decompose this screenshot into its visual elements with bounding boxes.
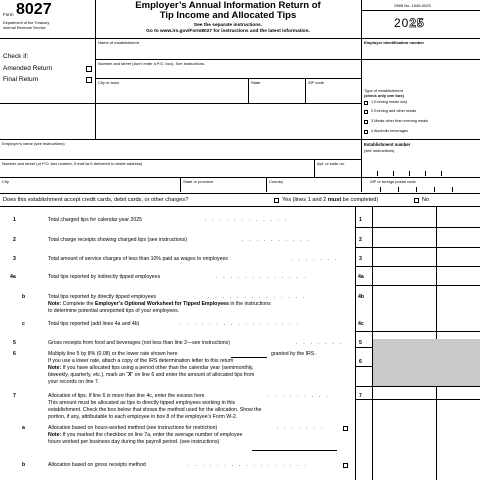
line4c-amount-input[interactable] <box>374 314 478 330</box>
type1-checkbox[interactable] <box>364 101 368 105</box>
establishment-type-sub: (check only one box) <box>364 93 404 98</box>
line4a-label: Total tips reported by indirectly tipped employees <box>48 274 161 280</box>
employer-name-label: Employer’s name (see instructions) <box>2 141 65 146</box>
credit-card-no-label: No <box>422 197 430 203</box>
line7a-checkbox[interactable] <box>343 426 348 431</box>
line2-number: 2 <box>13 237 16 243</box>
line7a-letter: a <box>22 425 25 431</box>
establishment-number-input[interactable] <box>364 157 478 165</box>
line6-note-cont: biweekly, quarterly, etc.), mark an “X” on line 6 and enter the amount of allocated tips from <box>48 372 255 378</box>
line6-note-end: your records on line 7. <box>48 379 100 385</box>
establishment-number-label: Establishment number <box>364 142 411 147</box>
country-input[interactable] <box>269 185 359 192</box>
state-label: State <box>251 80 261 85</box>
line4c-number: c <box>22 321 25 327</box>
line4b-note-cont: to determine potential unreported tips of your employees. <box>48 308 180 314</box>
employer-zip-label: ZIP or foreign postal code <box>370 179 416 184</box>
instructions-note: See the separate instructions. <box>193 23 263 28</box>
type1-label: 1 Evening meals only <box>371 100 408 104</box>
line5-number: 5 <box>13 340 16 346</box>
credit-card-no-checkbox[interactable] <box>414 198 419 203</box>
line4a-amount-input[interactable] <box>374 268 478 284</box>
line4b-leader: . . . . . . . . . . . . . . <box>208 294 307 300</box>
type4-checkbox[interactable] <box>364 130 368 134</box>
form-title-line1: Employer’s Annual Information Return of <box>135 0 321 11</box>
line1-number: 1 <box>13 217 16 223</box>
line4a-leader: . . . . . . . . . . . . . <box>216 274 308 280</box>
tax-year: 2025 <box>394 16 425 30</box>
line1-amount-input[interactable] <box>374 210 478 226</box>
line7a-note: Note: If you marked the checkbox on line 7a, enter the average number of employee <box>48 432 243 438</box>
line7-paragraph-1: This amount must be allocated as tips to directly tipped employees working in this <box>48 400 236 406</box>
type3-label: 3 Meals other than evening meals <box>371 119 428 123</box>
final-return-label: Final Return <box>3 76 39 83</box>
line5-box-label: 5 <box>359 340 362 346</box>
type3-checkbox[interactable] <box>364 120 368 124</box>
line7a-note-cont: hours worked per business day during the payroll period. (see instructions) <box>48 439 220 445</box>
line6-label-cont: granted by the IRS. <box>271 351 316 357</box>
line6-lower-rate-text: If you use a lower rate, attach a copy of the IRS determination letter to this return <box>48 358 234 364</box>
form-title-line2: Tip Income and Allocated Tips <box>159 10 297 21</box>
form-label: Form <box>3 12 14 17</box>
line4b-number: b <box>22 294 26 300</box>
line1-box-label: 1 <box>359 217 362 223</box>
line4a-box-label: 4a <box>358 274 364 280</box>
ein-label: Employer identification number <box>364 40 425 45</box>
employer-state-label: State or province <box>183 179 214 184</box>
irs-label: Internal Revenue Service <box>3 26 46 30</box>
street-label: Number and street (don’t enter a P.O. box). See instructions. <box>98 61 206 66</box>
type2-checkbox[interactable] <box>364 110 368 114</box>
line7-number: 7 <box>13 393 16 399</box>
line7-paragraph-3: portion, if any, attributable to each employee in box 8 of the employee’s Form W-2. <box>48 414 238 420</box>
employer-zip-input[interactable] <box>370 185 478 192</box>
line7b-leader: . . . . . . . . . . . . . . . . . <box>188 462 309 468</box>
line6-note: Note: If you have allocated tips using a period other than the calendar year (semimonthly, <box>48 365 254 371</box>
employer-street-label: Number and street (or P.O. box number, if mail isn’t delivered to street address) <box>2 161 143 166</box>
line7a-leader: . . . . . . . <box>277 425 325 431</box>
establishment-type-label: Type of establishment <box>364 88 403 93</box>
line7-amount-input[interactable] <box>374 388 478 399</box>
line3-number: 3 <box>13 256 16 262</box>
city-label: City or town <box>98 80 120 85</box>
line2-label: Total charge receipts showing charged tips (see instructions) <box>48 237 187 243</box>
line4b-box-label: 4b <box>358 294 365 300</box>
line1-leader: . . . . . . . . . . . . <box>205 217 289 223</box>
check-if-label: Check if: <box>3 53 29 60</box>
final-return-checkbox[interactable] <box>86 77 92 83</box>
line4c-box-label: 4c <box>358 321 364 327</box>
employer-city-input[interactable] <box>2 185 177 192</box>
type2-label: 2 Evening and other meals <box>371 109 417 113</box>
line7-label: Allocation of tips. If line 6 is more than line 4c, enter the excess here <box>48 393 205 399</box>
line7-paragraph-2: establishment. Check the box below that shows the method used for the allocation. Show the <box>48 407 262 413</box>
line7b-label: Allocation based on gross receipts method <box>48 462 146 468</box>
establishment-name-label: Name of establishment <box>98 40 139 45</box>
street-input[interactable] <box>98 67 358 75</box>
credit-card-question: Does this establishment accept credit cards, debit cards, or other charges? <box>3 197 189 203</box>
line5-label: Gross receipts from food and beverages (not less than line 2—see instructions) <box>48 340 230 346</box>
line7-box-label: 7 <box>359 393 362 399</box>
line2-leader: . . . . . . . . . . <box>242 237 312 243</box>
employer-city-label: City <box>2 179 9 184</box>
apt-label: Apt. or suite no. <box>317 161 346 166</box>
amended-return-checkbox[interactable] <box>86 66 92 72</box>
line7a-hours-input[interactable] <box>252 450 337 451</box>
ein-input[interactable] <box>364 47 478 57</box>
state-input[interactable] <box>251 86 303 96</box>
country-label: Country <box>269 179 284 184</box>
credit-card-yes-checkbox[interactable] <box>274 198 279 203</box>
line4b-amount-input[interactable] <box>374 287 478 303</box>
zip-input[interactable] <box>308 86 358 96</box>
employer-state-input[interactable] <box>183 185 263 192</box>
line5-amount-input[interactable] <box>338 333 353 346</box>
line6-number: 6 <box>13 351 16 357</box>
line2-amount-input[interactable] <box>374 229 478 245</box>
instructions-url: Go to www.irs.gov/Form8027 for instructions and the latest information. <box>146 29 310 34</box>
zip-label: ZIP code <box>308 80 324 85</box>
amended-return-label: Amended Return <box>3 65 53 72</box>
line7a-label: Allocation based on hours-worked method (see instructions for restriction) <box>48 425 218 431</box>
line4c-leader: . . . . . . . . . . . . . . . . . <box>180 321 301 327</box>
department-label: Department of the Treasury <box>3 21 50 25</box>
form-number: 8027 <box>16 1 52 18</box>
line6-box-label: 6 <box>359 359 362 365</box>
establishment-number-sub: (see instructions) <box>364 148 395 153</box>
establishment-name-input[interactable] <box>98 46 358 54</box>
omb-number: OMB No. 1545-0029 <box>394 3 431 8</box>
line4a-number: 4a <box>10 274 16 280</box>
line7-leader: . . . . . . . . . <box>268 393 330 399</box>
type4-label: 4 Alcoholic beverages <box>371 129 408 133</box>
line6-label: Multiply line 5 by 8% (0.08) or the lower rate shown here <box>48 351 178 357</box>
lower-rate-input[interactable] <box>231 357 267 358</box>
line4b-note: Note: Complete the Employer’s Optional Worksheet for Tipped Employees in the instructions <box>48 301 271 307</box>
line1-label: Total charged tips for calendar year 2025 <box>48 217 143 223</box>
employer-name-input[interactable] <box>2 147 358 157</box>
line7b-checkbox[interactable] <box>343 463 348 468</box>
line3-label: Total amount of service charges of less than 10% paid as wages to employees <box>48 256 228 262</box>
line7b-letter: b <box>22 462 26 468</box>
line2-box-label: 2 <box>359 237 362 243</box>
employer-street-input[interactable] <box>2 167 312 175</box>
line5-leader: . . . . . . . <box>296 340 344 346</box>
line4b-label: Total tips reported by directly tipped employees <box>48 294 157 300</box>
line3-leader: . . . . . . . <box>291 256 339 262</box>
apt-input[interactable] <box>317 167 359 175</box>
line3-box-label: 3 <box>359 256 362 262</box>
credit-card-yes-label: Yes (lines 1 and 2 must be completed) <box>282 197 379 203</box>
city-input[interactable] <box>98 86 248 96</box>
line3-amount-input[interactable] <box>374 249 478 265</box>
line4c-label: Total tips reported (add lines 4a and 4b) <box>48 321 140 327</box>
